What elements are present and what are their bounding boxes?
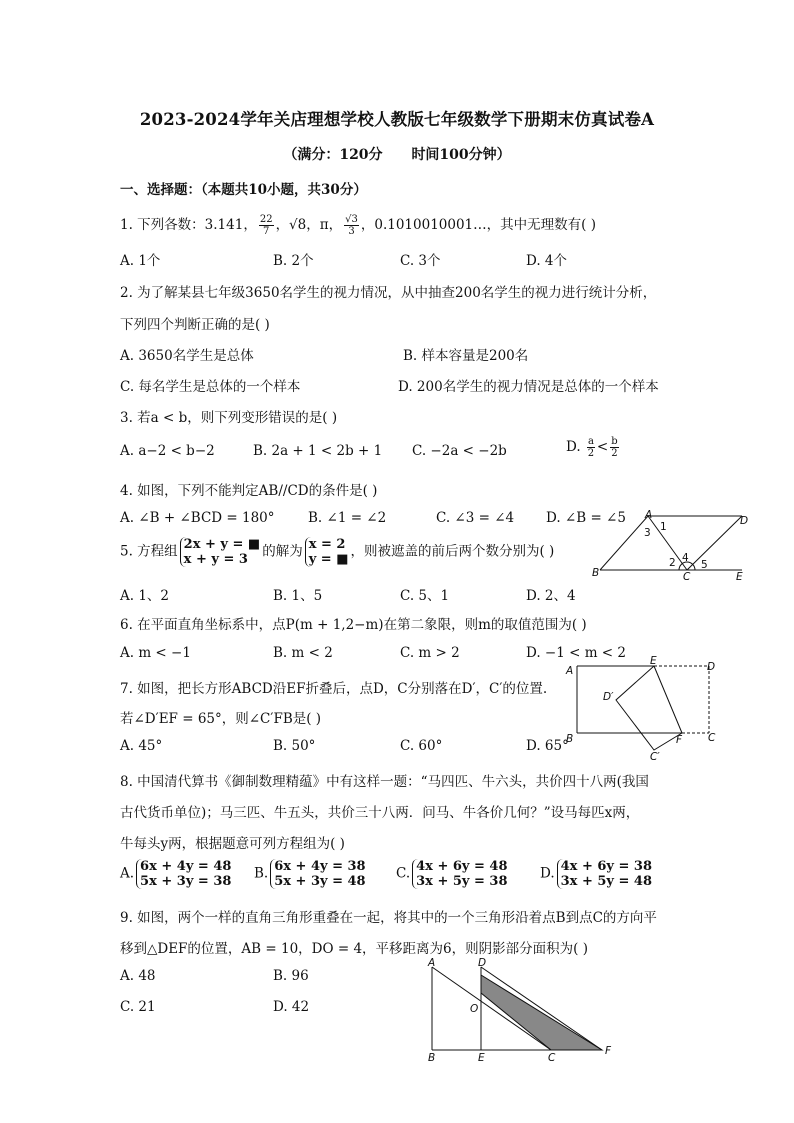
question-8-line-1: 8. 中国清代算书《御制数理精蕴》中有这样一题：“马四匹、牛六头，共价四十八两(我国: [120, 774, 649, 790]
q4-label-e: E: [736, 571, 743, 583]
q9-label-c: C: [548, 1052, 556, 1064]
q8-a-label: A.: [120, 865, 135, 882]
q8-option-c[interactable]: [396, 859, 510, 889]
q7-label-d-prime: D′: [603, 691, 614, 703]
q9-option-b[interactable]: B. 96: [273, 968, 309, 984]
q7-option-a[interactable]: A. 45°: [120, 738, 163, 754]
q7-label-d: D: [707, 661, 716, 673]
exam-info: [0, 144, 794, 164]
q9-label-d: D: [478, 957, 487, 969]
fraction-22-7: $\frac{22}{7}$: [259, 214, 273, 237]
q5-equation-system: 2x + y = ■ x + y = 3: [180, 537, 261, 567]
q6-option-b[interactable]: B. m < 2: [273, 645, 333, 661]
q7-label-c-prime: C′: [650, 751, 660, 763]
fraction-sqrt3-3: $\frac{√3}{3}$: [345, 214, 358, 237]
question-1-stem: [120, 213, 596, 237]
q2-option-a[interactable]: A. 3650名学生是总体: [120, 348, 254, 364]
q3-option-b[interactable]: B. 2a + 1 < 2b + 1: [253, 443, 383, 459]
q9-label-o: O: [470, 1003, 479, 1015]
q7-label-f: F: [676, 734, 683, 746]
q4-angle-1: 1: [660, 521, 667, 533]
question-7-line-2: 若∠D′EF = 65°，则∠C′FB是( ): [120, 711, 322, 727]
q8-b-label: B.: [254, 865, 269, 882]
q3-option-d[interactable]: [566, 436, 621, 459]
q4-option-a[interactable]: A. ∠B + ∠BCD = 180°: [120, 510, 275, 526]
q7-option-b[interactable]: B. 50°: [273, 738, 316, 754]
q3-option-c[interactable]: C. −2a < −2b: [412, 443, 507, 459]
q8-a-system: 6x + 4y = 48 5x + 3y = 38: [136, 859, 231, 889]
q6-option-d[interactable]: D. −1 < m < 2: [526, 645, 627, 661]
figure-q9-translated-triangles: [418, 958, 618, 1063]
q9-label-b: B: [428, 1052, 436, 1064]
question-2-line-2: 下列四个判断正确的是( ): [120, 317, 270, 333]
section-heading: 一、选择题：（本题共10小题，共30分）: [120, 182, 367, 198]
q5-text-mid: 的解为: [262, 543, 303, 560]
question-3-stem: 3. 若a < b，则下列变形错误的是( ): [120, 410, 338, 426]
fraction-a-2: $\frac{a}{2}$: [587, 436, 595, 459]
q7-label-c: C: [708, 732, 716, 744]
question-5-stem: [120, 537, 554, 567]
q9-label-e: E: [478, 1052, 485, 1064]
question-9-line-2: 移到△DEF的位置，AB = 10，DO = 4，平移距离为6，则阴影部分面积为( ): [120, 941, 588, 957]
q7-option-d[interactable]: D. 65°: [526, 738, 569, 754]
q8-b-system: 6x + 4y = 38 5x + 3y = 48: [270, 859, 365, 889]
q4-option-d[interactable]: D. ∠B = ∠5: [546, 510, 626, 526]
q9-option-c[interactable]: C. 21: [120, 999, 156, 1015]
q7-label-b: B: [566, 733, 574, 745]
q5-option-b[interactable]: B. 1、5: [273, 588, 323, 604]
q5-text-post: ，则被遮盖的前后两个数分别为( ): [350, 543, 555, 560]
figure-q4-parallel-lines: [590, 508, 760, 588]
q4-label-a: A: [645, 509, 653, 521]
question-6-stem: 6. 在平面直角坐标系中，点P(m + 1,2−m)在第二象限，则m的取值范围为( ): [120, 617, 587, 633]
q9-option-d[interactable]: D. 42: [273, 999, 310, 1015]
figure-q7-folded-rectangle: [562, 655, 732, 768]
q4-angle-5: 5: [701, 559, 708, 571]
q8-d-label: D.: [540, 865, 555, 882]
q9-label-a: A: [428, 957, 436, 969]
q5-solution-system: x = 2 y = ■: [305, 537, 349, 567]
question-2-line-1: 2. 为了解某县七年级3650名学生的视力情况，从中抽查200名学生的视力进行统计分析，: [120, 285, 657, 301]
q8-c-label: C.: [396, 865, 411, 882]
q4-label-b: B: [592, 567, 600, 579]
q3-option-a[interactable]: A. a−2 < b−2: [120, 443, 215, 459]
q1-option-d[interactable]: D. 4个: [526, 253, 568, 269]
q1-option-c[interactable]: C. 3个: [400, 253, 441, 269]
q8-c-system: 4x + 6y = 48 3x + 5y = 38: [412, 859, 507, 889]
q9-label-f: F: [605, 1045, 612, 1057]
q4-option-c[interactable]: C. ∠3 = ∠4: [436, 510, 515, 526]
q3-d-label: D.: [566, 439, 581, 455]
q6-option-a[interactable]: A. m < −1: [120, 645, 191, 661]
q9-option-a[interactable]: A. 48: [120, 968, 156, 984]
q1-option-b[interactable]: B. 2个: [273, 253, 314, 269]
q4-angle-4: 4: [682, 552, 689, 564]
q5-text-pre: 5. 方程组: [120, 543, 178, 560]
q7-option-c[interactable]: C. 60°: [400, 738, 443, 754]
q2-option-c[interactable]: C. 每名学生是总体的一个样本: [120, 379, 301, 395]
q2-option-d[interactable]: D. 200名学生的视力情况是总体的一个样本: [398, 379, 659, 395]
q5-option-d[interactable]: D. 2、4: [526, 588, 576, 604]
question-8-line-2: 古代货币单位)；马三匹、牛五头，共价三十八两．问马、牛各价几何？”设马每匹x两，: [120, 805, 640, 821]
fraction-b-2: $\frac{b}{2}$: [611, 436, 618, 459]
q4-option-b[interactable]: B. ∠1 = ∠2: [308, 510, 387, 526]
exam-time: 时间100分钟）: [411, 147, 511, 163]
q8-option-b[interactable]: [254, 859, 368, 889]
q4-label-d: D: [740, 515, 749, 527]
q5-option-a[interactable]: A. 1、2: [120, 588, 170, 604]
question-8-line-3: 牛每头y两，根据题意可列方程组为( ): [120, 836, 345, 852]
q4-angle-2: 2: [669, 557, 676, 569]
full-score: （满分：120分: [283, 147, 383, 163]
q4-angle-3: 3: [644, 527, 651, 539]
q4-label-c: C: [683, 571, 691, 583]
q8-option-a[interactable]: [120, 859, 233, 889]
question-4-stem: 4. 如图，下列不能判定AB//CD的条件是( ): [120, 483, 378, 499]
shaded-region: [481, 975, 602, 1050]
q8-d-system: 4x + 6y = 38 3x + 5y = 48: [557, 859, 652, 889]
question-9-line-1: 9. 如图，两个一样的直角三角形重叠在一起，将其中的一个三角形沿着点B到点C的方向平: [120, 910, 657, 926]
q7-label-e: E: [650, 655, 657, 667]
q6-option-c[interactable]: C. m > 2: [400, 645, 460, 661]
q1-option-a[interactable]: A. 1个: [120, 253, 161, 269]
page-title: 2023-2024学年关店理想学校人教版七年级数学下册期末仿真试卷A: [139, 110, 655, 129]
less-than: <: [596, 439, 609, 455]
q5-option-c[interactable]: C. 5、1: [400, 588, 450, 604]
question-7-line-1: 7. 如图，把长方形ABCD沿EF折叠后，点D，C分别落在D′，C′的位置.: [120, 681, 548, 697]
q7-label-a: A: [566, 665, 574, 677]
q8-option-d[interactable]: [540, 859, 654, 889]
q1-text-post: ，0.1010010001…，其中无理数有( ): [360, 217, 596, 233]
q1-text-pre: 1. 下列各数：3.141，: [120, 217, 257, 233]
q1-text-mid: ，√8，π，: [275, 217, 343, 233]
q2-option-b[interactable]: B. 样本容量是200名: [403, 348, 529, 364]
